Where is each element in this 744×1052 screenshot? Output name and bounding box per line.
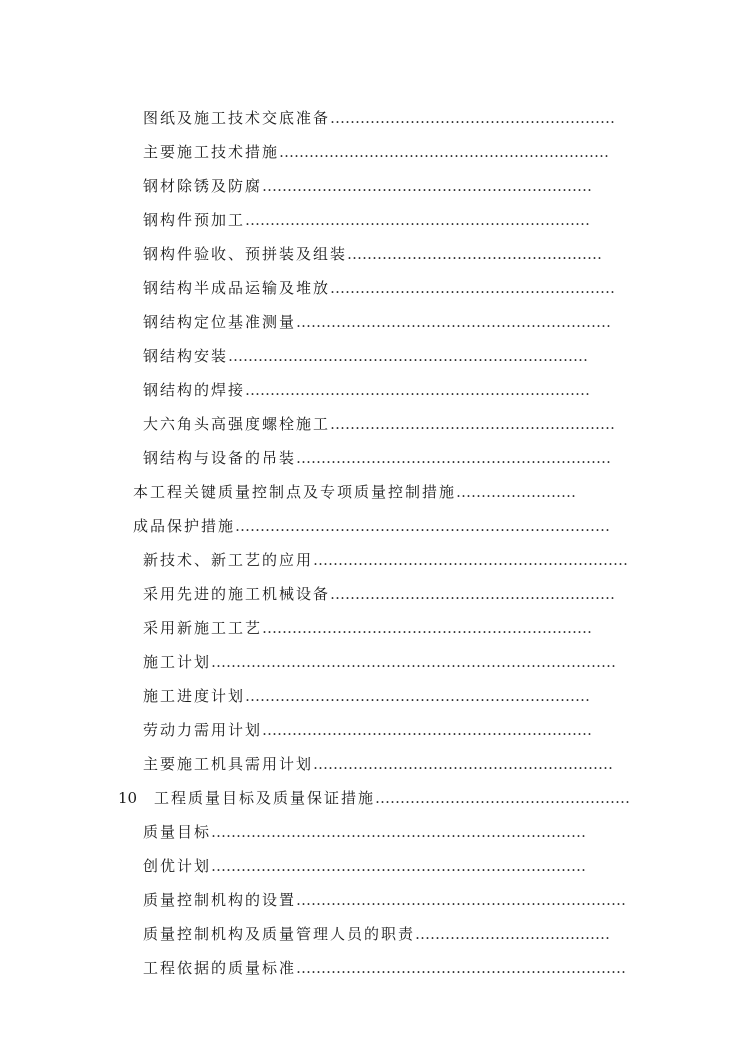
toc-entry-title: 图纸及施工技术交底准备: [143, 109, 331, 127]
toc-entry[interactable]: [133, 511, 610, 541]
toc-entry[interactable]: [143, 443, 611, 473]
toc-entry-title: 本工程关键质量控制点及专项质量控制措施: [133, 483, 457, 501]
toc-leader-dots: …………………………………………………: [330, 109, 616, 127]
toc-entry-title: 钢结构的焊接: [143, 381, 246, 399]
toc-entry[interactable]: [143, 919, 610, 949]
toc-leader-dots: ……………………………………………: [375, 789, 631, 807]
toc-entry-title: 工程依据的质量标准: [143, 959, 297, 977]
toc-leader-dots: …………………………………………………………………: [211, 857, 587, 875]
toc-leader-dots: …………………………………: [415, 925, 611, 943]
toc-leader-dots: …………………………………………………: [330, 415, 616, 433]
toc-entry-title: 成品保护措施: [133, 517, 236, 535]
toc-entry[interactable]: [143, 885, 626, 915]
toc-leader-dots: …………………………………………………………………: [211, 823, 587, 841]
toc-entry[interactable]: [143, 851, 586, 881]
toc-entry[interactable]: [143, 341, 588, 371]
toc-entry-title: 主要施工技术措施: [143, 143, 280, 161]
toc-leader-dots: …………………………………………………………: [296, 891, 627, 909]
toc-entry-title: 钢构件预加工: [143, 211, 246, 229]
toc-entry[interactable]: [143, 647, 616, 677]
toc-entry[interactable]: [143, 409, 615, 439]
toc-leader-dots: ……………………………………………………………: [245, 687, 591, 705]
toc-leader-dots: ………………………………………………………: [313, 551, 629, 569]
toc-entry-title: 大六角头高强度螺栓施工: [143, 415, 331, 433]
toc-entry-title: 施工进度计划: [143, 687, 246, 705]
toc-entry[interactable]: [143, 273, 615, 303]
toc-leader-dots: ………………………………………………………………: [228, 347, 589, 365]
toc-entry-title: 钢结构与设备的吊装: [143, 449, 297, 467]
toc-leader-dots: ………………………………………………………………………: [211, 653, 617, 671]
toc-entry-title: 钢结构定位基准测量: [143, 313, 297, 331]
toc-leader-dots: ……………………………………………: [347, 245, 603, 263]
toc-leader-dots: ……………………………………………………………: [245, 211, 591, 229]
toc-entry[interactable]: [143, 239, 602, 269]
toc-entry-title: 钢结构安装: [143, 347, 229, 365]
toc-entry[interactable]: [143, 205, 590, 235]
toc-leader-dots: …………………………………………………………: [296, 959, 627, 977]
toc-entry[interactable]: [143, 137, 609, 167]
toc-entry-title: 钢构件验收、预拼装及组装: [143, 245, 348, 263]
toc-leader-dots: ……………………………………………………: [313, 755, 614, 773]
toc-leader-dots: ………………………………………………………: [296, 449, 612, 467]
toc-leader-dots: …………………………………………………………: [279, 143, 610, 161]
toc-entry[interactable]: [143, 307, 611, 337]
toc-entry[interactable]: [143, 681, 590, 711]
toc-entry[interactable]: [143, 579, 615, 609]
toc-entry[interactable]: [143, 375, 590, 405]
toc-leader-dots: ……………………………………………………………: [245, 381, 591, 399]
toc-leader-dots: …………………………………………………………………: [235, 517, 611, 535]
toc-entry[interactable]: [143, 613, 592, 643]
toc-leader-dots: …………………………………………………: [330, 585, 616, 603]
toc-entry[interactable]: [143, 749, 613, 779]
toc-leader-dots: ………………………………………………………: [296, 313, 612, 331]
toc-leader-dots: ……………………: [456, 483, 577, 501]
toc-entry-title: 主要施工机具需用计划: [143, 755, 314, 773]
toc-entry-title: 质量控制机构的设置: [143, 891, 297, 909]
toc-chapter-number: 10: [118, 789, 138, 807]
toc-entry[interactable]: [143, 103, 615, 133]
toc-entry[interactable]: [143, 545, 628, 575]
toc-entry-title: 新技术、新工艺的应用: [143, 551, 314, 569]
toc-entry-title: 劳动力需用计划: [143, 721, 263, 739]
toc-leader-dots: …………………………………………………………: [262, 619, 593, 637]
toc-leader-dots: …………………………………………………………: [262, 721, 593, 739]
toc-entry-title: 钢材除锈及防腐: [143, 177, 263, 195]
toc-entry-chapter[interactable]: [118, 783, 630, 813]
toc-entry[interactable]: [143, 817, 586, 847]
toc-leader-dots: …………………………………………………………: [262, 177, 593, 195]
toc-entry-title: 创优计划: [143, 857, 212, 875]
toc-entry-title: 采用新施工工艺: [143, 619, 263, 637]
toc-entry[interactable]: [143, 715, 592, 745]
toc-entry-title: 质量控制机构及质量管理人员的职责: [143, 925, 416, 943]
toc-entry-title: 采用先进的施工机械设备: [143, 585, 331, 603]
toc-entry[interactable]: [143, 171, 592, 201]
toc-entry[interactable]: [143, 953, 626, 983]
toc-entry-title: 质量目标: [143, 823, 212, 841]
toc-entry-title: 工程质量目标及质量保证措施: [154, 789, 376, 807]
toc-entry-title: 钢结构半成品运输及堆放: [143, 279, 331, 297]
toc-entry-title: 施工计划: [143, 653, 212, 671]
toc-leader-dots: …………………………………………………: [330, 279, 616, 297]
toc-entry[interactable]: [133, 477, 576, 507]
